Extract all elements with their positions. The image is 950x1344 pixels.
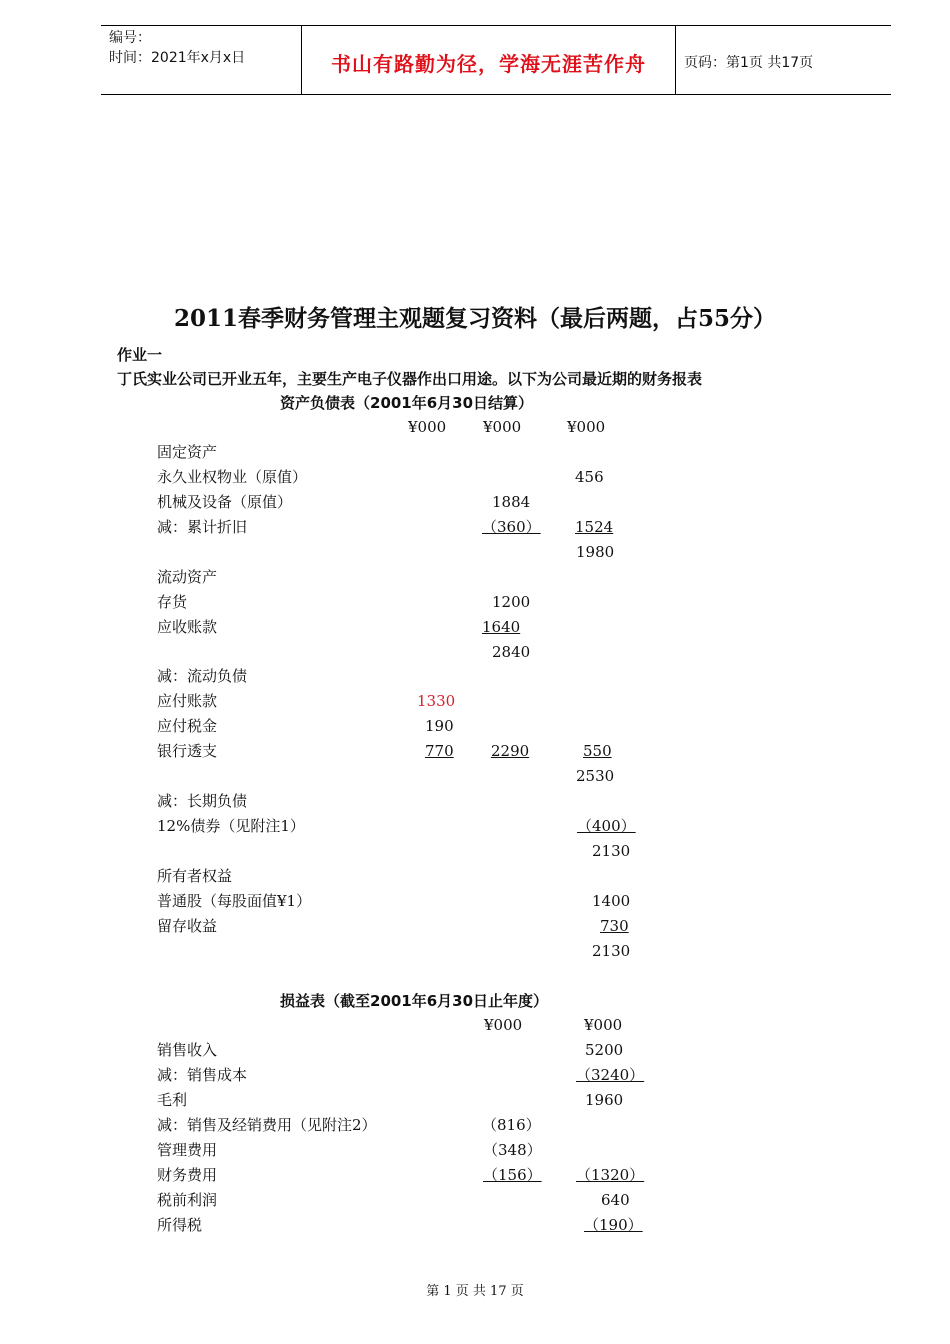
- bs-row-label: 12%债券（见附注1）: [157, 817, 305, 835]
- bs-cell-highlight: 1330: [417, 692, 456, 710]
- bs-cell: 2130: [592, 942, 631, 960]
- document-title: 2011春季财务管理主观题复习资料（最后两题，占55分）: [173, 305, 777, 332]
- bs-row-label: 永久业权物业（原值）: [157, 468, 308, 486]
- bs-cell: （400）: [577, 817, 636, 835]
- is-cell: 640: [601, 1191, 630, 1209]
- bs-cell: 1980: [576, 543, 615, 561]
- bs-cell: 1400: [592, 892, 631, 910]
- header-page-cell: [676, 26, 891, 94]
- bs-row-label: 所有者权益: [157, 867, 233, 885]
- is-cell: （190）: [584, 1216, 643, 1234]
- bs-row-label: 减：累计折旧: [157, 518, 248, 536]
- assignment-heading: 作业一: [117, 346, 163, 364]
- bs-row-label: 应付账款: [157, 692, 218, 710]
- bs-cell: 550: [583, 742, 612, 760]
- bs-cell: 456: [575, 468, 604, 486]
- intro-text: 丁氏实业公司已开业五年，主要生产电子仪器作出口用途。以下为公司最近期的财务报表: [117, 370, 703, 388]
- bs-cell: 1884: [492, 493, 531, 511]
- bs-cell: 1200: [492, 593, 531, 611]
- bs-col-header: ¥000: [483, 418, 522, 436]
- bs-row-label: 应付税金: [157, 717, 218, 735]
- page-number-label: 页码：第1页 共17页: [684, 55, 814, 71]
- is-row-label: 毛利: [157, 1091, 188, 1109]
- bs-cell: 1524: [575, 518, 614, 536]
- is-cell: （3240）: [576, 1066, 645, 1084]
- is-cell: 5200: [585, 1041, 624, 1059]
- is-cell: （816）: [482, 1116, 541, 1134]
- bs-row-label: 减：流动负债: [157, 667, 248, 685]
- is-cell: （1320）: [576, 1166, 645, 1184]
- bs-row-label: 减：长期负债: [157, 792, 248, 810]
- is-row-label: 税前利润: [157, 1191, 218, 1209]
- bs-row-label: 流动资产: [157, 568, 218, 586]
- is-cell: （348）: [483, 1141, 542, 1159]
- bs-cell: 730: [600, 917, 629, 935]
- bs-row-label: 固定资产: [157, 443, 218, 461]
- is-row-label: 减：销售成本: [157, 1066, 248, 1084]
- is-row-label: 减：销售及经销费用（见附注2）: [157, 1116, 377, 1134]
- is-row-label: 销售收入: [157, 1041, 218, 1059]
- bs-row-label: 银行透支: [157, 742, 218, 760]
- balance-sheet-heading: 资产负债表（2001年6月30日结算）: [280, 394, 534, 412]
- is-cell: （156）: [483, 1166, 542, 1184]
- is-col-header: ¥000: [484, 1016, 523, 1034]
- bs-row-label: 存货: [157, 593, 188, 611]
- page-header: [101, 25, 891, 95]
- is-row-label: 所得税: [157, 1216, 203, 1234]
- bs-row-label: 机械及设备（原值）: [157, 493, 293, 511]
- bs-cell: 2290: [491, 742, 530, 760]
- bs-cell: 770: [425, 742, 454, 760]
- motto: 书山有路勤为径，学海无涯苦作舟: [331, 52, 646, 76]
- is-row-label: 管理费用: [157, 1141, 218, 1159]
- bs-row-label: 应收账款: [157, 618, 218, 636]
- bs-cell: 2130: [592, 842, 631, 860]
- time-label: 时间：2021年x月x日: [109, 50, 246, 66]
- is-row-label: 财务费用: [157, 1166, 218, 1184]
- bs-col-header: ¥000: [408, 418, 447, 436]
- bs-cell: 2840: [492, 643, 531, 661]
- number-label: 编号：: [109, 30, 151, 46]
- bs-cell: （360）: [482, 518, 541, 536]
- bs-col-header: ¥000: [567, 418, 606, 436]
- is-col-header: ¥000: [584, 1016, 623, 1034]
- bs-cell: 2530: [576, 767, 615, 785]
- page-footer: 第 1 页 共 17 页: [426, 1284, 524, 1299]
- header-motto-cell: [302, 26, 676, 94]
- bs-cell: 1640: [482, 618, 521, 636]
- bs-row-label: 普通股（每股面值¥1）: [157, 892, 312, 910]
- bs-row-label: 留存收益: [157, 917, 218, 935]
- bs-cell: 190: [425, 717, 454, 735]
- is-cell: 1960: [585, 1091, 624, 1109]
- header-meta-cell: [101, 26, 302, 94]
- income-statement-heading: 损益表（截至2001年6月30日止年度）: [280, 992, 549, 1010]
